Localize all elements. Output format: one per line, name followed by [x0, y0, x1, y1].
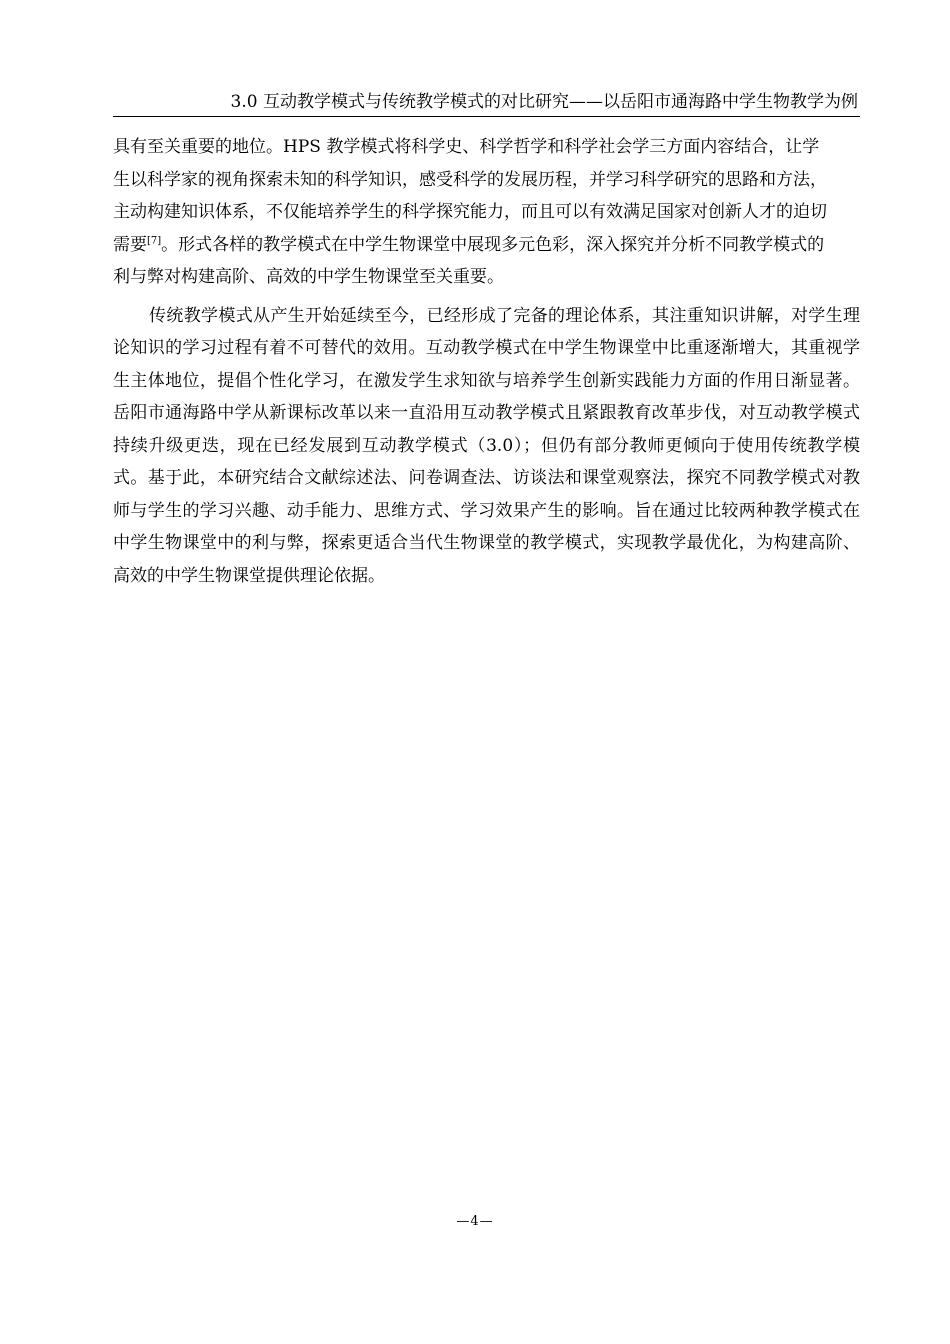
running-header-title: 3.0 互动教学模式与传统教学模式的对比研究——以岳阳市通海路中学生物教学为例	[230, 92, 858, 112]
paragraph-1-text-b: 。形式各样的教学模式在中学生物课堂中展现多元色彩，深入探究并分析不同教学模式的利与弊对构建高阶、高效的中学生物课堂至关重要。	[113, 234, 825, 287]
paragraph-2: 传统教学模式从产生开始延续至今，已经形成了完备的理论体系，其注重知识讲解，对学生理论知识的学习过程有着不可替代的效用。互动教学模式在中学生物课堂中比重逐渐增大，其重视学生主体地位，提倡个性化学习，在激发学生求知欲与培养学生创新实践能力方面的作用日渐显著。岳阳市通海路中学从新课标改革以来一直沿用互动教学模式且紧跟教育改革步伐，对互动教学模式持续升级更迭，现在已经发展到互动教学模式（3.0）；但仍有部分教师更倾向于使用传统教学模式。基于此，本研究结合文献综述法、问卷调查法、访谈法和课堂观察法，探究不同教学模式对教师与学生的学习兴趣、动手能力、思维方式、学习效果产生的影响。旨在通过比较两种教学模式在中学生物课堂中的利与弊，探索更适合当代生物课堂的教学模式，实现教学最优化，为构建高阶、高效的中学生物课堂提供理论依据。	[113, 305, 860, 586]
body-text	[113, 131, 860, 592]
paragraph-1	[113, 131, 828, 294]
citation-reference: [7]	[147, 234, 162, 246]
running-header	[113, 90, 860, 117]
paragraph-1-text-a: 具有至关重要的地位。HPS 教学模式将科学史、科学哲学和科学社会学三方面内容结合，让学生以科学家的视角探索未知的科学知识，感受科学的发展历程，并学习科学研究的思路和方法，主动构建知识体系，不仅能培养学生的科学探究能力，而且可以有效满足国家对创新人才的迫切需要	[113, 137, 827, 255]
page-number: —4—	[456, 1214, 494, 1229]
